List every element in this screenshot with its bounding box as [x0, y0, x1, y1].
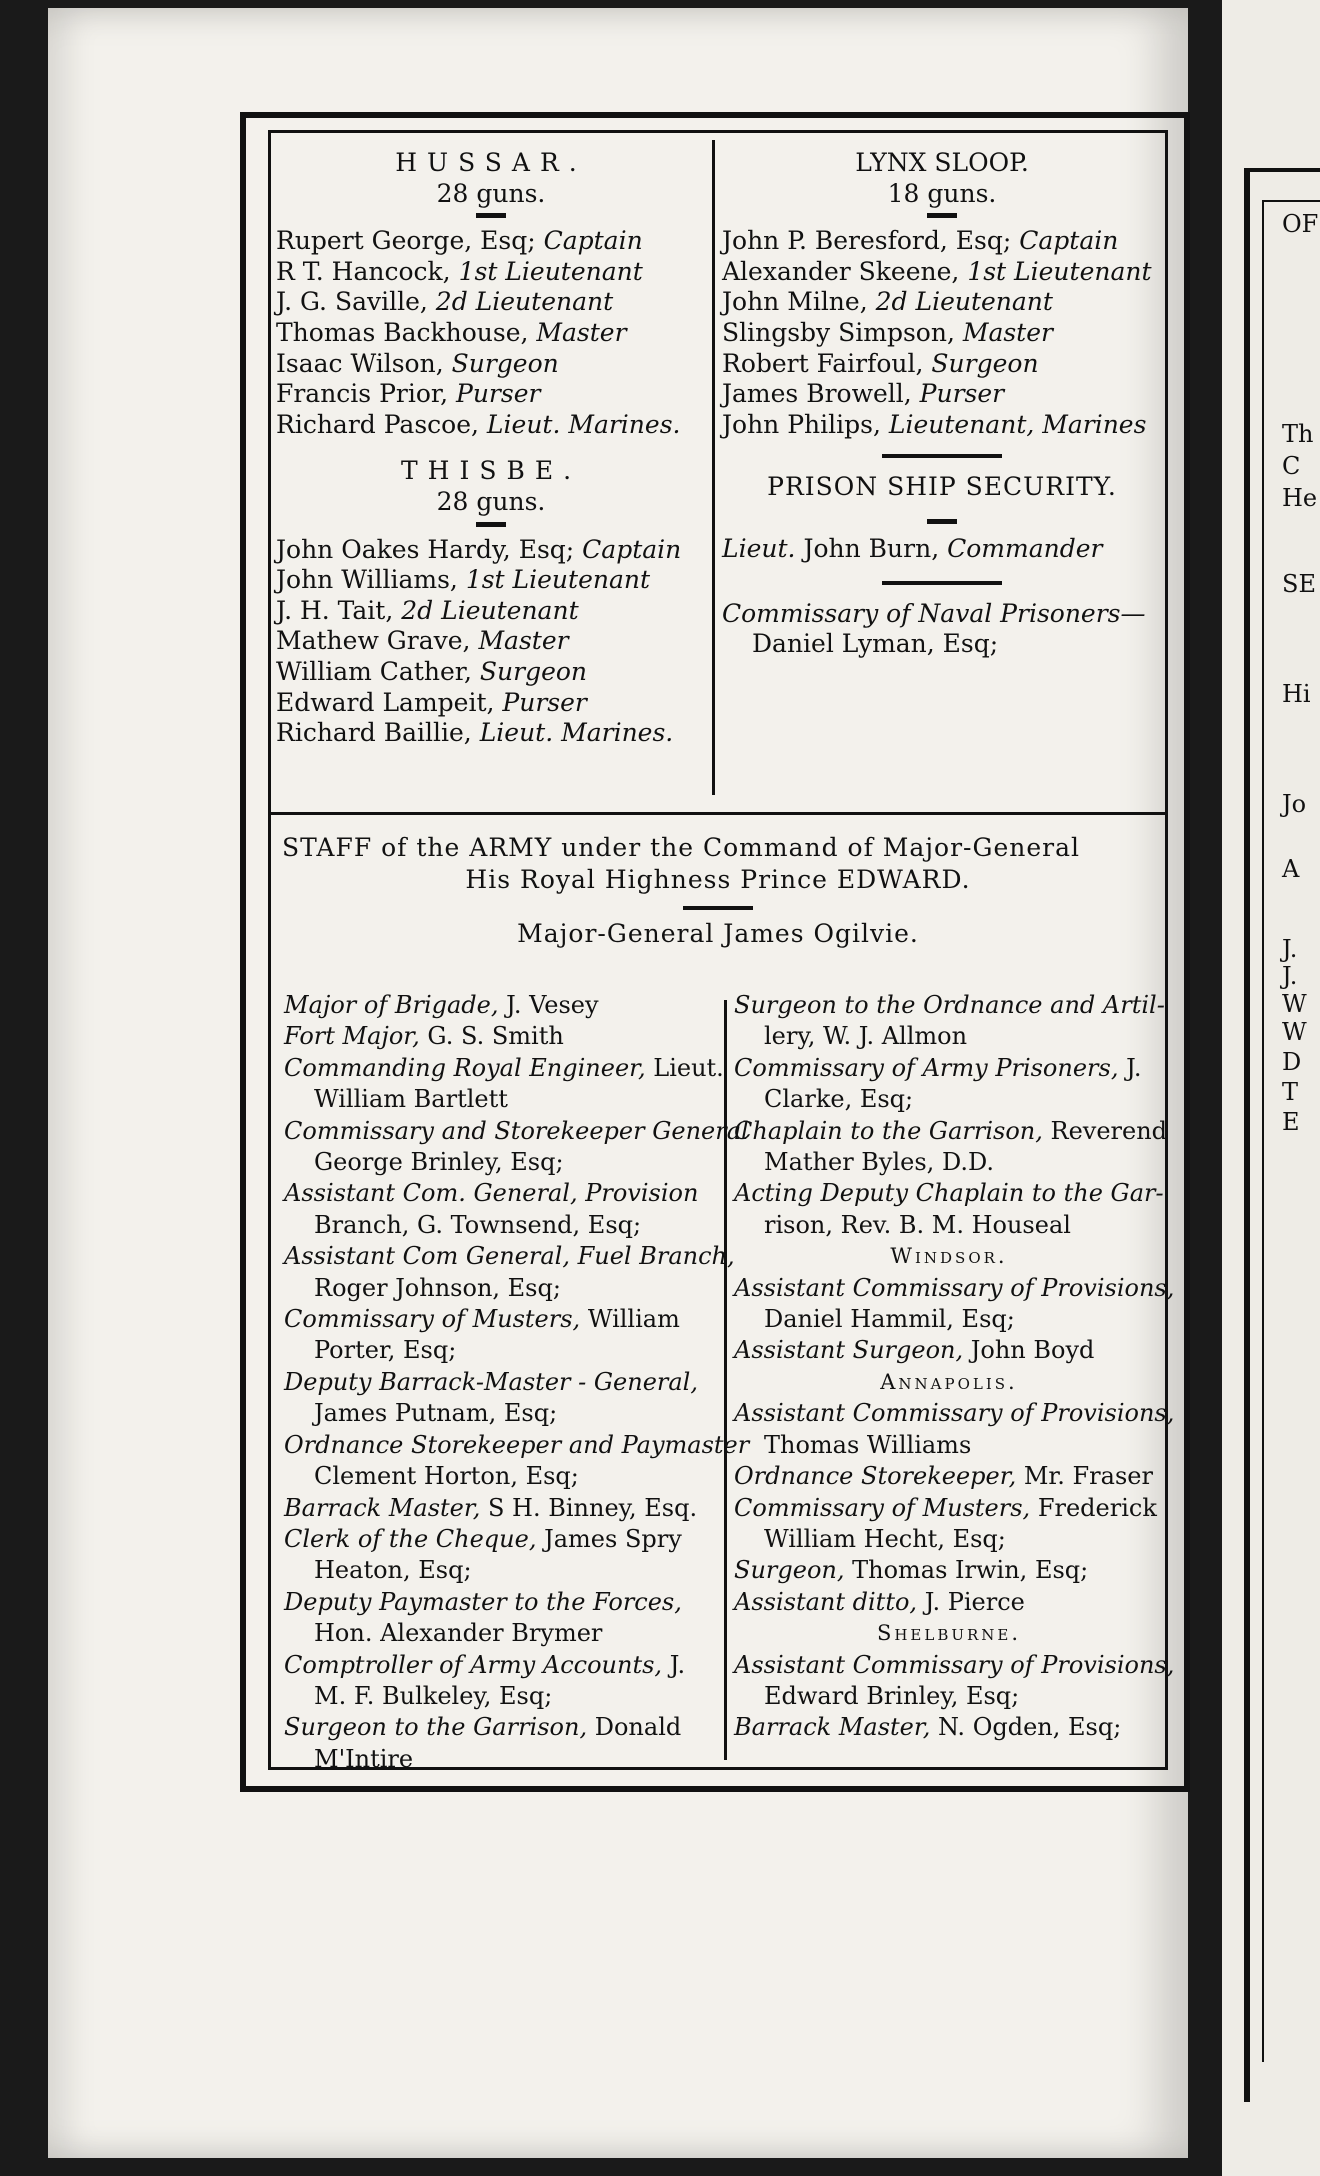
staff-entry-continuation: lery, W. J. Allmon — [764, 1022, 968, 1051]
staff-entry — [284, 1304, 722, 1335]
staff-name: N. Ogden, Esq; — [937, 1713, 1122, 1742]
facing-page-fragment: Th — [1282, 420, 1314, 448]
major-general: Major-General James Ogilvie. — [517, 919, 919, 948]
staff-name: James Spry — [544, 1524, 682, 1553]
staff-entry — [734, 1712, 1164, 1743]
staff-title: Deputy Barrack-Master - General, — [284, 1367, 698, 1396]
staff-entry-continuation: Thomas Williams — [764, 1430, 972, 1459]
staff-entry — [284, 1053, 722, 1084]
staff-entry — [734, 1587, 1164, 1618]
officer-name: Richard Pascoe, — [276, 409, 479, 439]
staff-entry-continuation: Daniel Hammil, Esq; — [764, 1305, 1015, 1334]
facing-page-fragment: C — [1282, 452, 1301, 480]
ship-guns-lynx: 18 guns. — [887, 178, 997, 208]
long-rule — [882, 454, 1002, 458]
officer-name: Rupert George, Esq; — [276, 226, 536, 256]
staff-entry — [284, 990, 722, 1021]
staff-left-column — [284, 990, 750, 1775]
officer-rank: Captain — [543, 226, 643, 256]
staff-entry-continuation: M'Intire — [314, 1744, 414, 1773]
staff-name: S H. Binney, Esq. — [487, 1493, 698, 1522]
officer-rank: Lieut. Marines. — [486, 409, 681, 439]
staff-entry — [284, 1367, 722, 1398]
staff-entry — [734, 1273, 1175, 1304]
facing-page-fragment: SE — [1282, 570, 1316, 598]
commander-title: Commander — [947, 533, 1103, 563]
staff-entry-continuation: Edward Brinley, Esq; — [764, 1681, 1020, 1710]
staff-entry — [284, 1650, 722, 1681]
officer-name: John Philips, — [722, 409, 881, 439]
officer-name: John P. Beresford, Esq; — [722, 226, 1012, 256]
dash — [476, 213, 506, 218]
left-ships-column — [276, 148, 706, 749]
staff-column-divider — [724, 1000, 727, 1760]
staff-entry — [284, 1178, 722, 1209]
staff-entry-continuation: Branch, G. Townsend, Esq; — [314, 1210, 642, 1239]
staff-entry-continuation: rison, Rev. B. M. Houseal — [764, 1210, 1071, 1239]
section-divider — [268, 812, 1168, 815]
facing-page-fragment: A — [1282, 855, 1300, 883]
officer-name: William Cather, — [276, 656, 472, 686]
facing-page-fragment: W — [1282, 990, 1307, 1018]
officer-name: Isaac Wilson, — [276, 348, 444, 378]
staff-name: John Boyd — [970, 1336, 1095, 1365]
officer-row — [276, 257, 706, 288]
commissary-title: Commissary of Naval Prisoners— — [722, 598, 1146, 628]
staff-title: Assistant Commissary of Provisions, — [734, 1273, 1175, 1302]
staff-name: J. Pierce — [924, 1587, 1025, 1616]
officer-row — [276, 565, 706, 596]
facing-page-fragment: E — [1282, 1108, 1300, 1136]
officer-row — [722, 318, 1162, 349]
staff-title: Ordnance Storekeeper, — [734, 1462, 1017, 1491]
staff-title: Assistant Commissary of Provisions, — [734, 1650, 1175, 1679]
ship-title-lynx: LYNX SLOOP. — [855, 148, 1029, 177]
staff-name: G. S. Smith — [427, 1022, 564, 1051]
staff-name: Thomas Irwin, Esq; — [852, 1556, 1089, 1585]
ship-guns-hussar: 28 guns. — [436, 178, 546, 208]
staff-entry-continuation: Mather Byles, D.D. — [764, 1148, 994, 1177]
staff-title: Commanding Royal Engineer, — [284, 1053, 646, 1082]
staff-title: Chaplain to the Garrison, — [734, 1116, 1043, 1145]
dash — [927, 213, 957, 218]
officer-row — [276, 226, 706, 257]
officer-name: R T. Hancock, — [276, 256, 451, 286]
staff-entry-continuation: Clement Horton, Esq; — [314, 1462, 579, 1491]
staff-title: Comptroller of Army Accounts, — [284, 1650, 663, 1679]
officer-name: Richard Baillie, — [276, 718, 472, 748]
officer-row — [276, 688, 706, 719]
officer-name: John Milne, — [722, 287, 868, 317]
facing-page-fragment: Hi — [1282, 680, 1311, 708]
officer-rank: Purser — [919, 379, 1005, 409]
officer-name: James Browell, — [722, 379, 912, 409]
facing-page-fragment: D — [1282, 1048, 1302, 1076]
dash — [927, 519, 957, 524]
staff-title: Barrack Master, — [734, 1713, 931, 1742]
staff-entry — [284, 1430, 750, 1461]
officer-rank: Lieutenant, Marines — [888, 409, 1147, 439]
staff-entry — [734, 1461, 1164, 1492]
staff-entry — [734, 1335, 1164, 1366]
town-heading: Shelburne. — [876, 1621, 1022, 1646]
staff-heading-line2: His Royal Highness Prince EDWARD. — [465, 865, 971, 894]
thisbe-officers — [276, 535, 706, 749]
lynx-officers — [722, 226, 1162, 440]
officer-rank: 1st Lieutenant — [967, 256, 1152, 286]
officer-row — [722, 410, 1162, 441]
officer-rank: Captain — [1019, 226, 1119, 256]
staff-entry-continuation: Hon. Alexander Brymer — [314, 1619, 603, 1648]
dash — [476, 522, 506, 527]
officer-name: Mathew Grave, — [276, 626, 471, 656]
officer-name: John Oakes Hardy, Esq; — [276, 534, 575, 564]
staff-entry-continuation: Clarke, Esq; — [764, 1085, 914, 1114]
staff-title: Commissary of Musters, — [284, 1305, 581, 1334]
staff-title: Major of Brigade, — [284, 991, 499, 1019]
officer-rank: Surgeon — [931, 348, 1039, 378]
ship-guns-thisbe: 28 guns. — [436, 486, 546, 516]
facing-page-fragment: T — [1282, 1078, 1299, 1106]
officer-row — [722, 226, 1162, 257]
staff-entry-continuation: George Brinley, Esq; — [314, 1148, 564, 1177]
prison-ship-title: PRISON SHIP SECURITY. — [767, 472, 1117, 502]
staff-entry — [734, 1178, 1164, 1209]
staff-entry-continuation: Porter, Esq; — [314, 1336, 457, 1365]
staff-entry — [284, 1241, 735, 1272]
staff-entry — [734, 1053, 1164, 1084]
officer-name: Francis Prior, — [276, 379, 449, 409]
officer-name: Thomas Backhouse, — [276, 317, 529, 347]
staff-entry — [284, 1712, 722, 1743]
staff-entry — [734, 1116, 1168, 1147]
officer-rank: Purser — [502, 687, 587, 717]
prison-ship-commander — [722, 534, 1162, 565]
ship-title-thisbe: THISBE. — [400, 456, 582, 486]
officer-row — [276, 287, 706, 318]
officer-name: John Williams, — [276, 565, 458, 595]
staff-entry — [284, 1524, 722, 1555]
officer-rank: Master — [478, 626, 569, 656]
staff-entry-continuation: Heaton, Esq; — [314, 1556, 472, 1585]
officer-rank: Lieut. Marines. — [479, 718, 674, 748]
staff-entry-continuation: William Hecht, Esq; — [764, 1524, 1006, 1553]
facing-page-fragment: Jo — [1282, 790, 1307, 818]
staff-entry — [734, 1650, 1175, 1681]
long-rule — [882, 581, 1002, 585]
staff-title: Deputy Paymaster to the Forces, — [284, 1587, 682, 1616]
officer-row — [276, 349, 706, 380]
staff-entry — [734, 1493, 1164, 1524]
staff-entry-continuation: M. F. Bulkeley, Esq; — [314, 1681, 553, 1710]
staff-entry — [284, 1587, 722, 1618]
staff-title: Surgeon, — [734, 1556, 845, 1585]
staff-title: Clerk of the Cheque, — [284, 1524, 537, 1553]
staff-title: Assistant ditto, — [734, 1587, 918, 1616]
staff-title: Barrack Master, — [284, 1493, 481, 1522]
staff-title: Assistant Com General, Fuel Branch, — [284, 1242, 735, 1271]
officer-name: Robert Fairfoul, — [722, 348, 924, 378]
officer-rank: 2d Lieutenant — [435, 287, 614, 317]
officer-rank: Master — [536, 317, 627, 347]
staff-title: Commissary of Army Prisoners, — [734, 1053, 1119, 1082]
staff-title: Assistant Com. General, Provision — [284, 1179, 699, 1208]
staff-entry-continuation: William Bartlett — [314, 1085, 508, 1114]
officer-rank: Surgeon — [451, 348, 559, 378]
staff-entry — [734, 1555, 1164, 1586]
staff-title: Fort Major, — [284, 1022, 420, 1051]
officer-rank: 1st Lieutenant — [458, 256, 643, 286]
staff-entry-continuation: Roger Johnson, Esq; — [314, 1273, 561, 1302]
officer-row — [276, 318, 706, 349]
staff-entry — [734, 1398, 1175, 1429]
facing-page-fragment: W — [1282, 1018, 1307, 1046]
commander-name: John Burn, — [803, 533, 940, 563]
officer-row — [722, 257, 1162, 288]
staff-name: William — [587, 1305, 680, 1334]
officer-row — [276, 657, 706, 688]
town-heading: Windsor. — [890, 1244, 1008, 1269]
staff-title: Ordnance Storekeeper and Paymaster — [284, 1430, 750, 1459]
officer-row — [276, 535, 706, 566]
officer-rank: 2d Lieutenant — [875, 287, 1053, 317]
officer-row — [276, 626, 706, 657]
facing-page-fragment: He — [1282, 484, 1318, 512]
staff-entry — [284, 1116, 749, 1147]
staff-title: Assistant Commissary of Provisions, — [734, 1399, 1175, 1428]
officer-rank: Master — [962, 317, 1053, 347]
right-ships-column — [722, 148, 1162, 660]
staff-right-column — [734, 990, 1175, 1744]
officer-row — [722, 349, 1162, 380]
staff-title: Commissary and Storekeeper General — [284, 1116, 749, 1145]
staff-heading-line1: STAFF of the ARMY under the Command of Major-General — [282, 833, 1080, 862]
staff-name: Frederick — [1037, 1493, 1157, 1522]
officer-name: J. H. Tait, — [276, 595, 394, 625]
commissary-name: Daniel Lyman, Esq; — [752, 629, 999, 659]
staff-title: Surgeon to the Ordnance and Artil- — [734, 991, 1165, 1019]
facing-page-fragment: J. — [1282, 962, 1298, 990]
staff-name: J. — [669, 1650, 686, 1679]
facing-page — [1222, 0, 1320, 2176]
staff-name: Donald — [594, 1713, 682, 1742]
officer-name: Edward Lampeit, — [276, 687, 495, 717]
facing-page-fragment: J. — [1282, 935, 1298, 963]
staff-title: Acting Deputy Chaplain to the Gar- — [734, 1179, 1164, 1208]
officer-rank: 1st Lieutenant — [465, 565, 651, 595]
officer-name: Slingsby Simpson, — [722, 317, 955, 347]
commander-rank: Lieut. — [722, 533, 796, 563]
facing-page-fragment: OF — [1282, 210, 1319, 238]
staff-name: J. Vesey — [506, 991, 599, 1019]
ships-column-divider — [712, 140, 715, 795]
staff-name: Reverend — [1050, 1116, 1168, 1145]
staff-title: Surgeon to the Garrison, — [284, 1713, 588, 1742]
officer-row — [276, 718, 706, 749]
officer-row — [276, 410, 706, 441]
staff-title: Assistant Surgeon, — [734, 1336, 964, 1365]
staff-entry — [284, 1493, 722, 1524]
officer-rank: Surgeon — [479, 656, 588, 686]
staff-entry-continuation: James Putnam, Esq; — [314, 1399, 558, 1428]
officer-name: Alexander Skeene, — [722, 256, 960, 286]
hussar-officers — [276, 226, 706, 440]
officer-row — [276, 596, 706, 627]
staff-title: Commissary of Musters, — [734, 1493, 1031, 1522]
officer-name: J. G. Saville, — [276, 287, 428, 317]
ship-title-hussar: HUSSAR. — [395, 148, 587, 177]
staff-name: Mr. Fraser — [1023, 1462, 1153, 1491]
officer-rank: 2d Lieutenant — [401, 595, 579, 625]
staff-entry — [734, 990, 1164, 1021]
officer-row — [722, 287, 1162, 318]
town-heading: Annapolis. — [880, 1369, 1018, 1394]
dash — [683, 906, 753, 910]
officer-row — [722, 379, 1162, 410]
staff-name: Lieut. — [653, 1053, 724, 1082]
staff-entry — [284, 1021, 722, 1052]
officer-rank: Captain — [582, 534, 682, 564]
staff-name: J. — [1126, 1053, 1142, 1082]
officer-rank: Purser — [456, 379, 541, 409]
officer-row — [276, 379, 706, 410]
staff-heading — [282, 832, 1154, 950]
